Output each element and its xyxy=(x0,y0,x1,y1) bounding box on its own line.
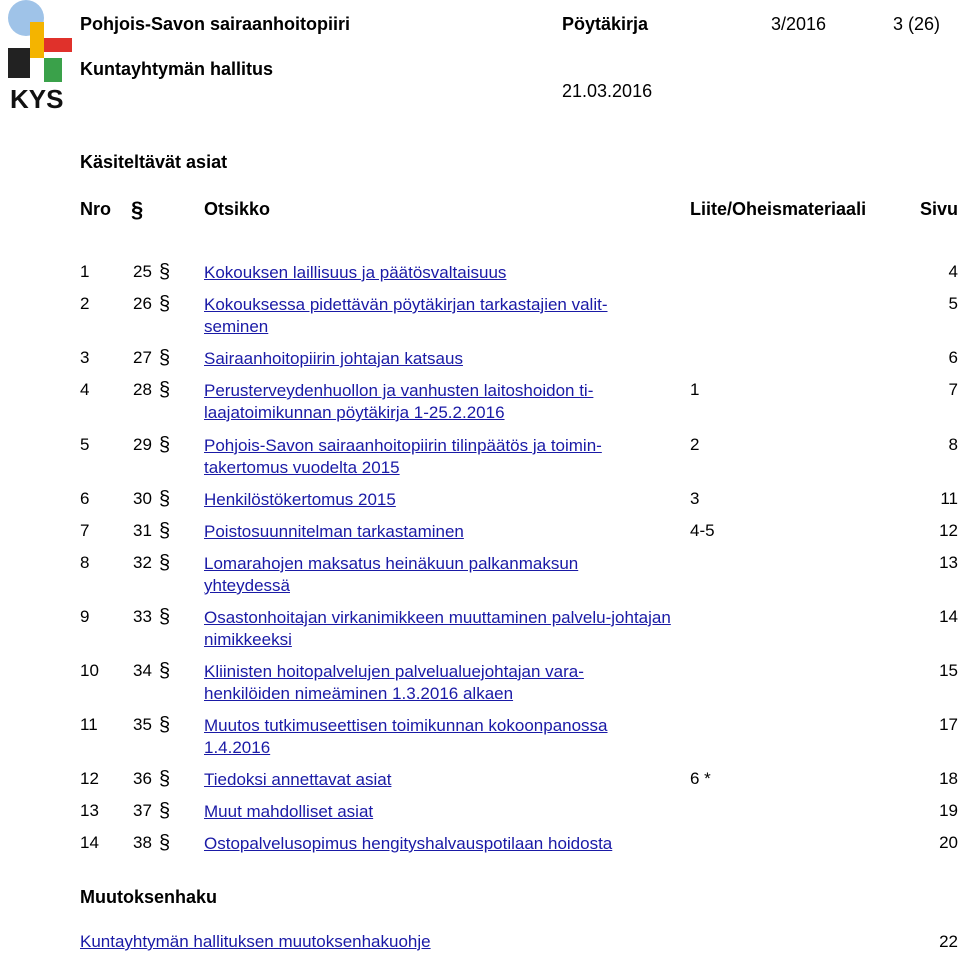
row-attachment: 6 * xyxy=(690,769,711,788)
row-attachment: 1 xyxy=(690,380,700,399)
row-nro: 4 xyxy=(80,380,90,399)
org-name: Pohjois-Savon sairaanhoitopiiri xyxy=(80,14,351,34)
row-page: 12 xyxy=(939,521,958,540)
row-paragraph: 33 xyxy=(133,607,152,626)
row-nro: 12 xyxy=(80,769,99,788)
row-title-link[interactable]: Osastonhoitajan virkanimikkeen muuttaminen palvelu-johtajan nimikkeeksi xyxy=(204,608,671,649)
row-page: 11 xyxy=(940,489,958,508)
kys-logo xyxy=(0,0,72,116)
governing-body: Kuntayhtymän hallitus xyxy=(80,59,274,79)
row-paragraph: 32 xyxy=(133,553,152,572)
row-attachment: 4-5 xyxy=(690,521,715,540)
row-nro: 3 xyxy=(80,348,90,367)
row-title-link[interactable]: Pohjois-Savon sairaanhoitopiirin tilinpäätös ja toimin-takertomus vuodelta 2015 xyxy=(204,436,602,477)
row-paragraph: 27 xyxy=(133,348,152,367)
row-nro: 9 xyxy=(80,607,90,626)
row-page: 5 xyxy=(948,294,958,313)
row-nro: 2 xyxy=(80,294,90,313)
row-title-link[interactable]: Ostopalvelusopimus hengityshalvauspotilaan hoidosta xyxy=(204,834,613,853)
row-page: 7 xyxy=(948,380,958,399)
row-page: 19 xyxy=(939,801,958,820)
page-number: 3 (26) xyxy=(893,14,941,34)
row-title-link[interactable]: Poistosuunnitelman tarkastaminen xyxy=(204,522,464,541)
paragraph-sign: § xyxy=(159,832,171,854)
row-paragraph: 25 xyxy=(133,262,152,281)
row-paragraph: 29 xyxy=(133,435,152,454)
row-title-link[interactable]: Kliinisten hoitopalvelujen palvelualuejohtajan vara-henkilöiden nimeäminen 1.3.2016 alkaen xyxy=(204,662,584,703)
row-page: 17 xyxy=(939,715,958,734)
row-title-link[interactable]: Lomarahojen maksatus heinäkuun palkanmaksun yhteydessä xyxy=(204,554,579,595)
row-paragraph: 37 xyxy=(133,801,152,820)
appeal-title: Muutoksenhaku xyxy=(80,887,218,907)
row-title-link[interactable]: Henkilöstökertomus 2015 xyxy=(204,490,396,509)
paragraph-sign: § xyxy=(159,606,171,628)
paragraph-sign: § xyxy=(159,714,171,736)
row-attachment: 2 xyxy=(690,435,700,454)
row-attachment: 3 xyxy=(690,489,700,508)
row-page: 6 xyxy=(948,348,958,367)
paragraph-sign: § xyxy=(159,379,171,401)
logo-text: KYS xyxy=(10,84,64,114)
row-title-link[interactable]: Tiedoksi annettavat asiat xyxy=(204,770,392,789)
paragraph-sign: § xyxy=(159,520,171,542)
row-nro: 14 xyxy=(80,833,99,852)
row-paragraph: 34 xyxy=(133,661,152,680)
row-paragraph: 35 xyxy=(133,715,152,734)
row-title-link[interactable]: Kokouksen laillisuus ja päätösvaltaisuus xyxy=(204,263,507,282)
row-title-link[interactable]: Kokouksessa pidettävän pöytäkirjan tarkastajien valit-seminen xyxy=(204,295,608,336)
section-title: Käsiteltävät asiat xyxy=(80,152,228,172)
row-page: 18 xyxy=(939,769,958,788)
row-nro: 13 xyxy=(80,801,99,820)
row-nro: 8 xyxy=(80,553,90,572)
doc-type: Pöytäkirja xyxy=(562,14,649,34)
meeting-date: 21.03.2016 xyxy=(562,81,653,101)
paragraph-sign: § xyxy=(159,293,171,315)
row-nro: 7 xyxy=(80,521,90,540)
paragraph-sign: § xyxy=(159,488,171,510)
row-page: 20 xyxy=(939,833,958,852)
paragraph-sign: § xyxy=(159,347,171,369)
row-title-link[interactable]: Muut mahdolliset asiat xyxy=(204,802,374,821)
row-paragraph: 28 xyxy=(133,380,152,399)
paragraph-sign: § xyxy=(159,552,171,574)
row-title-link[interactable]: Perusterveydenhuollon ja vanhusten laitoshoidon ti-laajatoimikunnan pöytäkirja 1-25.2.2016 xyxy=(204,381,594,422)
row-paragraph: 30 xyxy=(133,489,152,508)
col-paragraph: § xyxy=(131,197,144,222)
appeal-page: 22 xyxy=(939,932,958,951)
row-paragraph: 36 xyxy=(133,769,152,788)
row-nro: 11 xyxy=(80,715,98,734)
row-page: 14 xyxy=(939,607,958,626)
doc-number: 3/2016 xyxy=(771,14,827,34)
paragraph-sign: § xyxy=(159,800,171,822)
col-attachment: Liite/Oheismateriaali xyxy=(690,199,867,219)
row-nro: 10 xyxy=(80,661,99,680)
row-paragraph: 31 xyxy=(133,521,152,540)
row-page: 4 xyxy=(948,262,958,281)
row-title-link[interactable]: Muutos tutkimuseettisen toimikunnan kokoonpanossa 1.4.2016 xyxy=(204,716,608,757)
paragraph-sign: § xyxy=(159,660,171,682)
row-nro: 5 xyxy=(80,435,90,454)
paragraph-sign: § xyxy=(159,261,171,283)
row-title-link[interactable]: Sairaanhoitopiirin johtajan katsaus xyxy=(204,349,463,368)
col-title: Otsikko xyxy=(204,199,271,219)
row-nro: 1 xyxy=(80,262,90,281)
row-nro: 6 xyxy=(80,489,90,508)
paragraph-sign: § xyxy=(159,768,171,790)
paragraph-sign: § xyxy=(159,434,171,456)
row-page: 8 xyxy=(948,435,958,454)
row-page: 15 xyxy=(939,661,958,680)
col-page: Sivu xyxy=(919,199,958,219)
row-page: 13 xyxy=(939,553,958,572)
appeal-instructions-link[interactable]: Kuntayhtymän hallituksen muutoksenhakuohje xyxy=(80,932,431,951)
row-paragraph: 26 xyxy=(133,294,152,313)
col-nro: Nro xyxy=(80,199,111,219)
row-paragraph: 38 xyxy=(133,833,152,852)
